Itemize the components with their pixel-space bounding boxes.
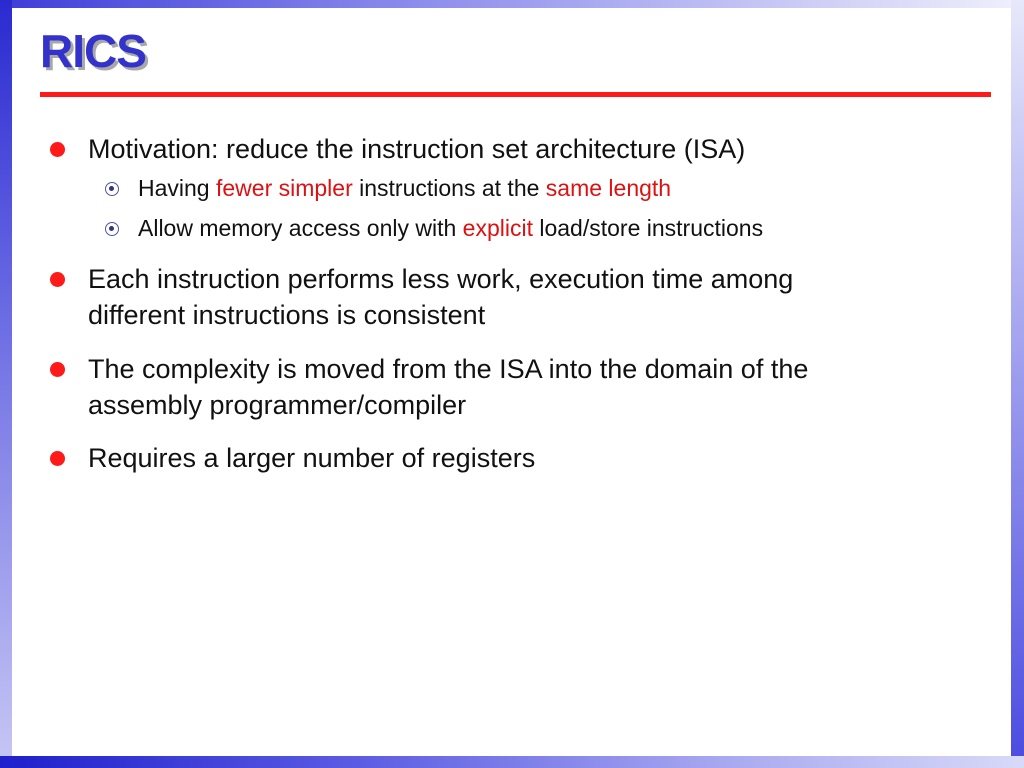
bullet-item: Motivation: reduce the instruction set architecture (ISA)	[88, 134, 746, 164]
slide-canvas	[12, 8, 1011, 756]
sub-bullet-icon	[105, 222, 119, 236]
sub-bullet-icon	[105, 182, 119, 196]
bullet-line: assembly programmer/compiler	[88, 390, 467, 420]
bullet-dot-icon	[50, 362, 65, 377]
right-border	[1011, 0, 1024, 768]
bullet-item: Requires a larger number of registers	[88, 443, 536, 473]
text-run: Having	[138, 175, 216, 201]
bullet-dot-icon	[50, 142, 65, 157]
slide-title: RICS	[40, 25, 146, 77]
bullet-line: The complexity is moved from the ISA into the domain of the	[88, 354, 809, 384]
sub-bullet-item	[138, 173, 958, 203]
highlight-text: same length	[545, 175, 672, 201]
left-border	[0, 0, 12, 768]
bullet-dot-icon	[50, 451, 65, 466]
top-border	[0, 0, 1024, 8]
bullet-item	[88, 351, 968, 423]
highlight-text: fewer simpler	[215, 175, 353, 201]
highlight-text: explicit	[462, 215, 533, 241]
bullet-line: different instructions is consistent	[88, 300, 486, 330]
text-run: Allow memory access only with	[138, 215, 463, 241]
bullet-line: Each instruction performs less work, execution time among	[88, 264, 794, 294]
title-underline	[40, 92, 991, 97]
bottom-border	[0, 756, 1024, 768]
bullet-dot-icon	[50, 272, 65, 287]
text-run: instructions at the	[352, 175, 546, 201]
text-run: load/store instructions	[532, 215, 764, 241]
bullet-item	[88, 261, 968, 333]
sub-bullet-item	[138, 213, 958, 243]
